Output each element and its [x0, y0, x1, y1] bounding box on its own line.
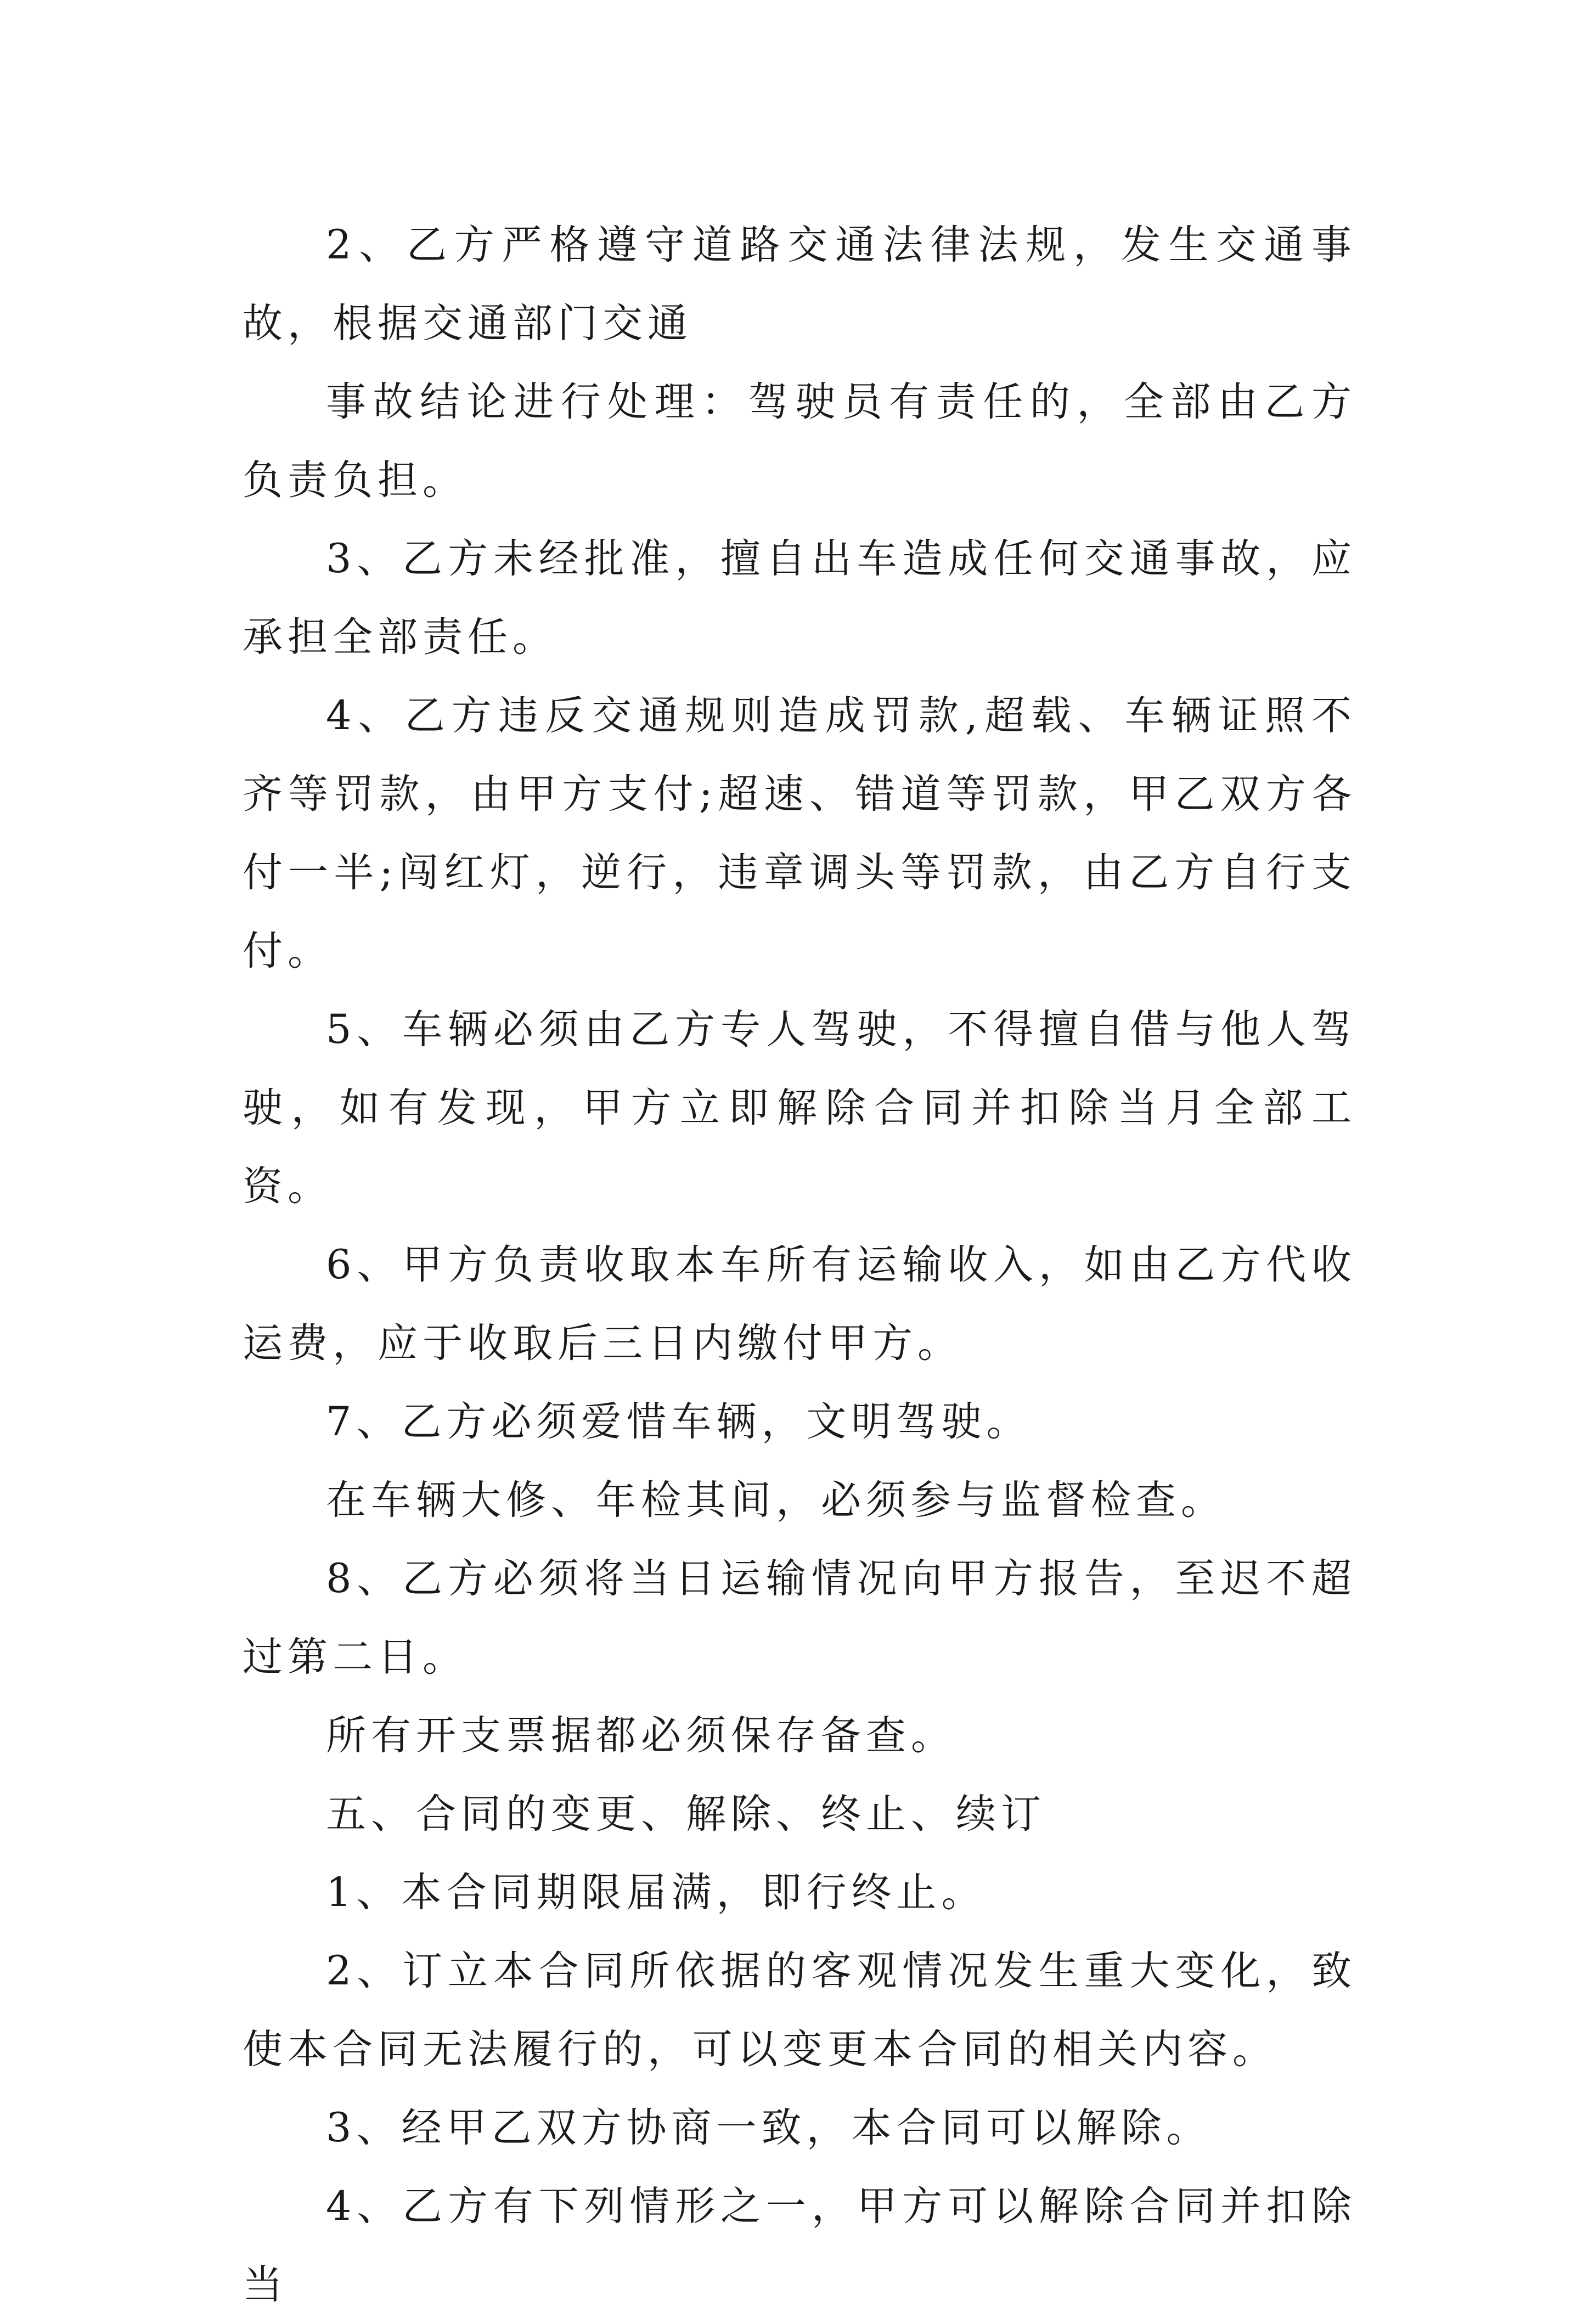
paragraph-clause-5-dedicated-driver: 5、车辆必须由乙方专人驾驶，不得擅自借与他人驾驶，如有发现，甲方立即解除合同并扣除当月全部工资。 — [243, 1006, 1356, 1210]
paragraph-clause-8-daily-report: 8、乙方必须将当日运输情况向甲方报告，至迟不超过第二日。 — [243, 1555, 1356, 1680]
document-body — [243, 206, 1356, 2324]
paragraph-change-1-expiry: 1、本合同期限届满，即行终止。 — [326, 1869, 987, 1916]
paragraph-inspection-supervision: 在车辆大修、年检其间，必须参与监督检查。 — [326, 1477, 1226, 1524]
paragraph-clause-2-traffic-law: 2、乙方严格遵守道路交通法律法规，发生交通事故，根据交通部门交通 — [243, 222, 1356, 347]
paragraph-receipts-retention: 所有开支票据都必须保存备查。 — [326, 1712, 956, 1759]
paragraph-change-2-circumstances: 2、订立本合同所依据的客观情况发生重大变化，致使本合同无法履行的，可以变更本合同的相关内容。 — [243, 1948, 1356, 2073]
paragraph-clause-7-vehicle-care: 7、乙方必须爱惜车辆，文明驾驶。 — [326, 1398, 1032, 1445]
section-heading-contract-changes: 五、合同的变更、解除、终止、续订 — [326, 1791, 1046, 1837]
paragraph-change-3-mutual-agreement: 3、经甲乙双方协商一致，本合同可以解除。 — [326, 2105, 1212, 2151]
paragraph-accident-conclusion: 事故结论进行处理：驾驶员有责任的，全部由乙方负责负担。 — [243, 379, 1356, 504]
paragraph-clause-6-income-collection: 6、甲方负责收取本车所有运输收入，如由乙方代收运费，应于收取后三日内缴付甲方。 — [243, 1242, 1356, 1367]
paragraph-clause-4-fines: 4、乙方违反交通规则造成罚款,超载、车辆证照不齐等罚款，由甲方支付;超速、错道等罚款，甲乙双方各付一半;闯红灯，逆行，违章调头等罚款，由乙方自行支付。 — [243, 692, 1356, 974]
paragraph-clause-3-unauthorized-driving: 3、乙方未经批准，擅自出车造成任何交通事故，应承担全部责任。 — [243, 535, 1356, 661]
paragraph-change-4-termination-cases: 4、乙方有下列情形之一，甲方可以解除合同并扣除当 — [243, 2183, 1356, 2308]
